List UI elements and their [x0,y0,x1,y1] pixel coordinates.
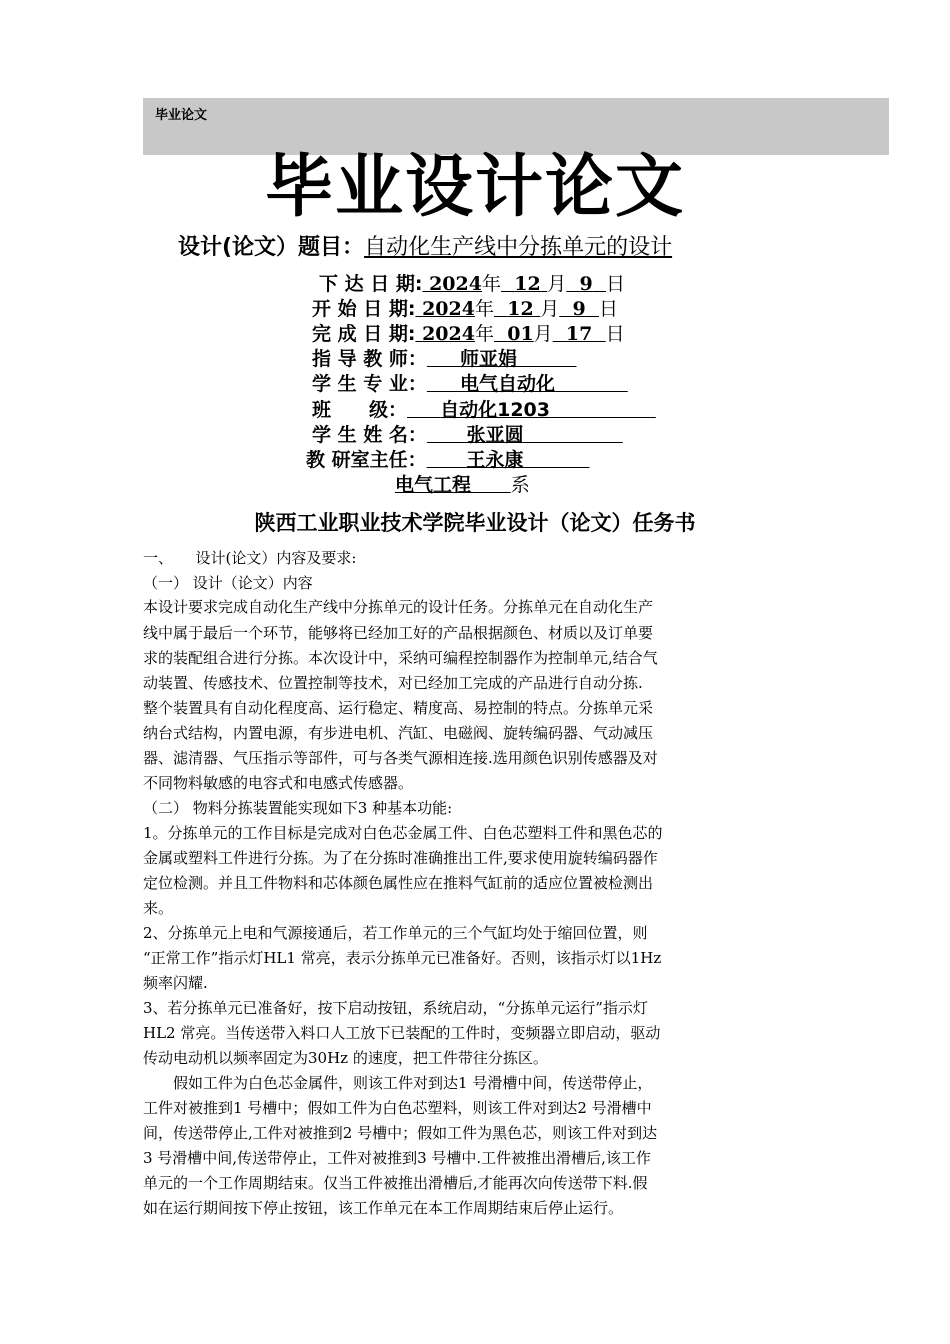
task-book-title: 陕西工业职业技术学院毕业设计（论文）任务书 [254,511,696,535]
subject-value: 自动化生产线中分拣单元的设计 [364,235,673,260]
body-line: 2、分拣单元上电和气源接通后，若工作单元的三个气缸均处于缩回位置，则 [143,924,648,942]
body-line: 间，传送带停止,工件对被推到2 号槽中；假如工件为黑色芯，则该工件对到达 [143,1124,658,1142]
body-line: （二） 物料分拣装置能实现如下3 种基本功能: [143,799,453,817]
start-year: 2024 [422,298,475,320]
major-value: 电气自动化 [459,373,555,395]
student-row [312,423,623,448]
body-line: 纳台式结构，内置电源，有步进电机、汽缸、电磁阀、旋转编码器、气动减压 [143,724,654,742]
body-line: 3、若分拣单元已准备好，按下启动按钮，系统启动，“分拣单元运行”指示灯 [143,999,648,1017]
body-line: 整个装置具有自动化程度高、运行稳定、精度高、易控制的特点。分拣单元采 [143,699,654,717]
advisor-row [312,347,577,372]
start-month: 12 [507,298,534,320]
body-line: 工件对被推到1 号槽中；假如工件为白色芯塑料，则该工件对到达2 号滑槽中 [143,1099,652,1117]
department-row [395,473,530,498]
body-line: 传动电动机以频率固定为30Hz 的速度，把工件带往分拣区。 [143,1049,548,1067]
issue-date-row: 下 达 日 期: 2024年 12 月 9 日 [319,273,626,295]
body-line: 器、滤清器、气压指示等部件，可与各类气源相连接.选用颜色识别传感器及对 [143,749,658,767]
body-line: 一、 设计(论文）内容及要求: [143,549,357,567]
subject-label: 设计(论文）题目： [178,235,365,260]
body-line: 线中属于最后一个环节，能够将已经加工好的产品根据颜色、材质以及订单要 [143,624,654,642]
body-line: 定位检测。并且工件物料和芯体颜色属性应在推料气缸前的适应位置被检测出 [143,874,654,892]
student-name: 张亚圆 [466,424,524,446]
finish-date-label: 完 成 日 期: [312,323,416,345]
class-row [312,398,656,423]
body-line: “正常工作”指示灯HL1 常亮，表示分拣单元已准备好。否则，该指示灯以1Hz [143,949,662,967]
department-suffix: 系 [510,474,530,496]
body-line: 3 号滑槽中间,传送带停止，工件对被推到3 号槽中.工件被推出滑槽后,该工作 [143,1149,651,1167]
finish-day: 17 [565,323,593,345]
issue-day: 9 [579,273,593,295]
body-line: 动装置、传感技术、位置控制等技术，对已经加工完成的产品进行自动分拣. [143,674,643,692]
body-line: 单元的一个工作周期结束。仅当工件被推出滑槽后,才能再次向传送带下料.假 [143,1174,648,1192]
director-name: 王永康 [466,449,524,471]
body-line: 1。分拣单元的工作目标是完成对白色芯金属工件、白色芯塑料工件和黑色芯的 [143,824,663,842]
header-label: 毕业论文 [155,108,208,123]
body-line: 频率闪耀. [143,974,208,992]
finish-year: 2024 [422,323,475,345]
body-line: 金属或塑料工件进行分拣。为了在分拣时准确推出工件,要求使用旋转编码器作 [143,849,658,867]
body-line: 来。 [143,899,174,917]
major-label: 学 生 专 业： [312,373,427,395]
body-line: 如在运行期间按下停止按钮，该工作单元在本工作周期结束后停止运行。 [143,1199,624,1217]
body-line: 本设计要求完成自动化生产线中分拣单元的设计任务。分拣单元在自动化生产 [143,598,654,616]
start-date-row: 开 始 日 期: 2024年 12 月 9 日 [312,298,619,320]
issue-date-label: 下 达 日 期: [319,273,423,295]
start-date-label: 开 始 日 期: [312,298,416,320]
finish-month: 01 [507,323,534,345]
body-line: 不同物料敏感的电容式和电感式传感器。 [143,774,414,792]
advisor-name: 师亚娟 [459,348,517,370]
class-label: 班 级： [312,399,408,421]
director-label: 教 研室主任： [306,449,427,471]
body-line: （一） 设计（论文）内容 [143,574,313,592]
body-line: 求的装配组合进行分拣。本次设计中，采纳可编程控制器作为控制单元,结合气 [143,649,658,667]
body-line: HL2 常亮。当传送带入料口人工放下已装配的工件时，变频器立即启动，驱动 [143,1024,661,1042]
major-row [312,372,628,397]
advisor-label: 指 导 教 师： [312,348,427,370]
issue-year: 2024 [429,273,482,295]
director-row [306,448,590,473]
issue-month: 12 [514,273,541,295]
department-name: 电气工程 [395,474,472,496]
finish-date-row: 完 成 日 期: 2024年 01月 17 日 [312,323,625,345]
student-label: 学 生 姓 名： [312,424,427,446]
class-value: 自动化1203 [440,399,550,421]
body-line: 假如工件为白色芯金属件，则该工件对到达1 号滑槽中间，传送带停止， [143,1074,653,1092]
main-title: 毕业设计论文 [264,148,685,227]
start-day: 9 [572,298,586,320]
thesis-subject [178,232,672,264]
